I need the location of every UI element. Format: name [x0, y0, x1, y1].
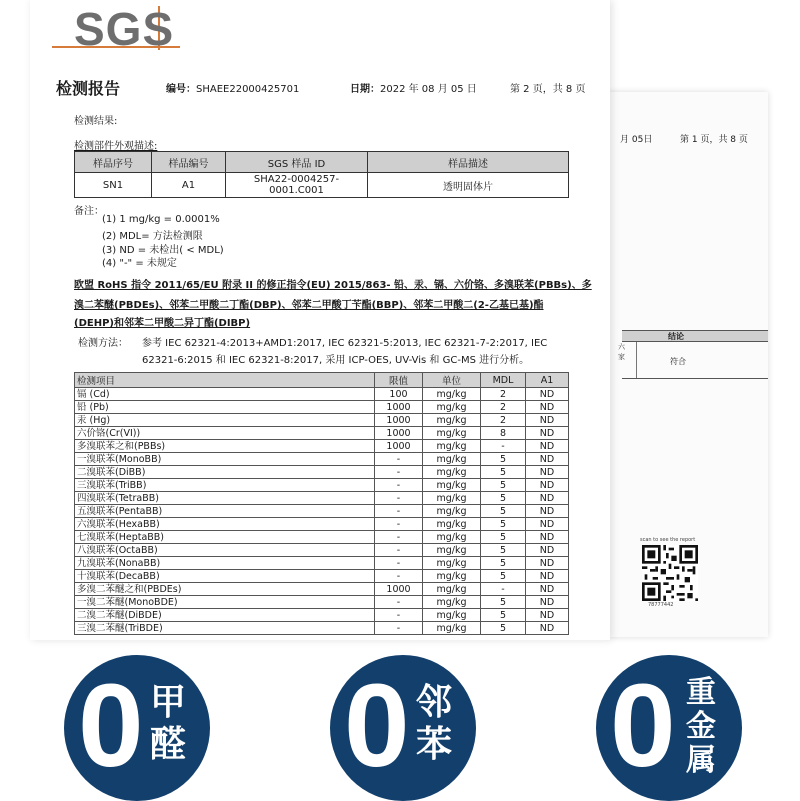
results-cell: mg/kg — [423, 466, 481, 479]
results-cell: 8 — [481, 427, 526, 440]
qr-code-icon — [642, 545, 698, 601]
results-header-cell: 单位 — [423, 373, 481, 388]
results-cell: ND — [526, 531, 569, 544]
results-cell: - — [375, 544, 423, 557]
results-cell: mg/kg — [423, 622, 481, 635]
results-row — [75, 596, 569, 609]
results-cell: 5 — [481, 518, 526, 531]
results-cell: ND — [526, 505, 569, 518]
results-row — [75, 466, 569, 479]
badge-number: 0 — [344, 660, 410, 792]
results-cell: mg/kg — [423, 544, 481, 557]
results-row — [75, 557, 569, 570]
badge-formaldehyde — [64, 655, 210, 801]
results-row — [75, 414, 569, 427]
results-cell: ND — [526, 622, 569, 635]
badge-number: 0 — [78, 660, 144, 792]
results-cell: mg/kg — [423, 440, 481, 453]
results-label: 检测结果: — [74, 116, 118, 127]
conclusion-left-fragment: 六 家 — [618, 342, 637, 378]
method-text: 62321-6:2015 和 IEC 62321-8:2017, 采用 ICP-OES, UV-Vis 和 GC-MS 进行分析。 — [142, 355, 530, 366]
results-cell: 5 — [481, 505, 526, 518]
results-cell: - — [375, 479, 423, 492]
back-page-number: 第 1 页，共 8 页 — [680, 135, 748, 145]
badge-phthalates — [330, 655, 476, 801]
sample-row — [75, 173, 569, 198]
results-cell: - — [481, 440, 526, 453]
back-report-page — [608, 92, 768, 637]
sample-cell: A1 — [152, 173, 226, 198]
badge-number: 0 — [610, 660, 676, 792]
conclusion-header-label: 结论 — [668, 332, 684, 341]
sgs-logo: SGS — [74, 3, 175, 55]
method-text: 参考 IEC 62321-4:2013+AMD1:2017, IEC 62321-5:2013, IEC 62321-7-2:2017, IEC — [142, 338, 548, 349]
note-item: (3) ND = 未检出( < MDL) — [102, 245, 224, 256]
results-row — [75, 518, 569, 531]
results-cell: 1000 — [375, 440, 423, 453]
badge-heavy-metals — [596, 655, 742, 801]
results-cell: mg/kg — [423, 557, 481, 570]
results-row — [75, 622, 569, 635]
results-cell: - — [481, 583, 526, 596]
results-cell: ND — [526, 570, 569, 583]
results-cell: - — [375, 492, 423, 505]
results-row — [75, 388, 569, 401]
results-cell: mg/kg — [423, 596, 481, 609]
results-cell: mg/kg — [423, 492, 481, 505]
results-cell: ND — [526, 492, 569, 505]
results-cell: mg/kg — [423, 427, 481, 440]
results-cell: - — [375, 596, 423, 609]
results-cell: - — [375, 557, 423, 570]
results-row — [75, 492, 569, 505]
results-header-cell: 限值 — [375, 373, 423, 388]
results-cell: 二溴二苯醚(DiBDE) — [75, 609, 375, 622]
note-item: (2) MDL= 方法检测限 — [102, 231, 203, 242]
results-row — [75, 544, 569, 557]
qr-id: 78777442 — [648, 602, 674, 608]
results-cell: 2 — [481, 414, 526, 427]
results-cell: ND — [526, 609, 569, 622]
results-cell: ND — [526, 427, 569, 440]
results-cell: ND — [526, 596, 569, 609]
results-row — [75, 505, 569, 518]
rohs-title-line: (DEHP)和邻苯二甲酸二异丁酯(DIBP) — [74, 318, 251, 329]
results-cell: ND — [526, 544, 569, 557]
results-header-cell: A1 — [526, 373, 569, 388]
results-cell: 一溴二苯醚(MonoBDE) — [75, 596, 375, 609]
results-cell: 六溴联苯(HexaBB) — [75, 518, 375, 531]
results-table — [74, 372, 569, 635]
results-cell: 100 — [375, 388, 423, 401]
sample-cell: SHA22-0004257-0001.C001 — [226, 173, 368, 198]
results-cell: 5 — [481, 596, 526, 609]
results-cell: ND — [526, 518, 569, 531]
results-row — [75, 453, 569, 466]
results-cell: 2 — [481, 388, 526, 401]
results-cell: 一溴联苯(MonoBB) — [75, 453, 375, 466]
results-cell: 二溴联苯(DiBB) — [75, 466, 375, 479]
results-cell: ND — [526, 453, 569, 466]
report-date-value: 2022 年 08 月 05 日 — [380, 84, 477, 95]
results-cell: 镉 (Cd) — [75, 388, 375, 401]
results-row — [75, 570, 569, 583]
report-page-number: 第 2 页，共 8 页 — [510, 84, 586, 95]
results-cell: 三溴二苯醚(TriBDE) — [75, 622, 375, 635]
results-cell: 汞 (Hg) — [75, 414, 375, 427]
rohs-title-line: 欧盟 RoHS 指令 2011/65/EU 附录 II 的修正指令(EU) 2015/863- 铅、汞、镉、六价铬、多溴联苯(PBBs)、多 — [74, 280, 592, 291]
notes-label: 备注： — [74, 206, 104, 217]
results-row — [75, 479, 569, 492]
results-cell: mg/kg — [423, 531, 481, 544]
note-item: (4) "-" = 未规定 — [102, 258, 177, 269]
conclusion-value: 符合 — [670, 357, 686, 366]
results-cell: mg/kg — [423, 505, 481, 518]
sample-header-cell: 样品描述 — [368, 152, 569, 173]
results-cell: 5 — [481, 622, 526, 635]
results-cell: 5 — [481, 531, 526, 544]
results-cell: 5 — [481, 570, 526, 583]
results-cell: mg/kg — [423, 609, 481, 622]
results-cell: ND — [526, 440, 569, 453]
results-cell: - — [375, 518, 423, 531]
report-title: 检测报告 — [56, 79, 121, 98]
results-cell: 五溴联苯(PentaBB) — [75, 505, 375, 518]
badge-char: 金 — [686, 709, 716, 744]
results-row — [75, 427, 569, 440]
results-cell: 5 — [481, 609, 526, 622]
results-cell: 八溴联苯(OctaBB) — [75, 544, 375, 557]
report-date — [350, 80, 477, 95]
results-cell: ND — [526, 583, 569, 596]
results-cell: 七溴联苯(HeptaBB) — [75, 531, 375, 544]
part-description-label: 检测部件外观描述: — [74, 141, 158, 152]
results-cell: ND — [526, 479, 569, 492]
front-report-page — [30, 0, 610, 640]
sample-header-cell: SGS 样品 ID — [226, 152, 368, 173]
back-page-date: 月 05日 — [620, 135, 653, 145]
results-cell: 1000 — [375, 414, 423, 427]
conclusion-row — [618, 342, 768, 379]
results-cell: ND — [526, 557, 569, 570]
results-cell: 5 — [481, 492, 526, 505]
badge-char: 属 — [686, 743, 716, 778]
results-cell: mg/kg — [423, 479, 481, 492]
results-row — [75, 440, 569, 453]
results-cell: - — [375, 570, 423, 583]
results-cell: 多溴联苯之和(PBBs) — [75, 440, 375, 453]
results-cell: mg/kg — [423, 570, 481, 583]
results-cell: - — [375, 609, 423, 622]
sample-header-cell: 样品编号 — [152, 152, 226, 173]
results-cell: 1000 — [375, 583, 423, 596]
badge-char: 苯 — [416, 724, 453, 765]
results-cell: 1000 — [375, 427, 423, 440]
results-cell: - — [375, 505, 423, 518]
sample-header-cell: 样品序号 — [75, 152, 152, 173]
results-cell: - — [375, 453, 423, 466]
results-cell: 铅 (Pb) — [75, 401, 375, 414]
results-cell: - — [375, 466, 423, 479]
results-cell: - — [375, 531, 423, 544]
badge-char: 重 — [686, 675, 716, 710]
results-cell: 5 — [481, 544, 526, 557]
results-cell: 5 — [481, 453, 526, 466]
results-cell: ND — [526, 401, 569, 414]
report-number-label: 编号： — [166, 84, 196, 95]
conclusion-header — [622, 330, 768, 342]
results-row — [75, 583, 569, 596]
results-row — [75, 401, 569, 414]
results-header-cell: 检测项目 — [75, 373, 375, 388]
results-cell: mg/kg — [423, 414, 481, 427]
method-label: 检测方法： — [78, 338, 128, 349]
badge-char: 醛 — [150, 724, 187, 765]
results-cell: mg/kg — [423, 388, 481, 401]
results-cell: 十溴联苯(DecaBB) — [75, 570, 375, 583]
results-cell: 九溴联苯(NonaBB) — [75, 557, 375, 570]
results-cell: mg/kg — [423, 453, 481, 466]
results-cell: 5 — [481, 466, 526, 479]
report-date-label: 日期： — [350, 84, 380, 95]
results-cell: mg/kg — [423, 583, 481, 596]
report-number — [166, 80, 299, 95]
results-cell: 四溴联苯(TetraBB) — [75, 492, 375, 505]
results-cell: 1000 — [375, 401, 423, 414]
results-cell: 多溴二苯醚之和(PBDEs) — [75, 583, 375, 596]
results-row — [75, 609, 569, 622]
sample-table — [74, 151, 569, 198]
results-table-body — [75, 388, 569, 635]
results-cell: 六价铬(Cr(VI)) — [75, 427, 375, 440]
sample-cell: 透明固体片 — [368, 173, 569, 198]
results-cell: ND — [526, 388, 569, 401]
sample-cell: SN1 — [75, 173, 152, 198]
badge-char: 甲 — [150, 682, 187, 723]
qr-caption: scan to see the report — [640, 537, 696, 543]
results-cell: 5 — [481, 557, 526, 570]
badge-char: 邻 — [416, 682, 453, 723]
results-cell: ND — [526, 414, 569, 427]
results-cell: - — [375, 622, 423, 635]
results-cell: mg/kg — [423, 518, 481, 531]
rohs-title-line: 溴二苯醚(PBDEs)、邻苯二甲酸二丁酯(DBP)、邻苯二甲酸丁苄酯(BBP)、邻苯二甲酸二(2-乙基已基)酯 — [74, 300, 544, 311]
report-number-value: SHAEE22000425701 — [196, 84, 300, 95]
results-header-cell: MDL — [481, 373, 526, 388]
note-item: (1) 1 mg/kg = 0.0001% — [102, 214, 220, 225]
results-row — [75, 531, 569, 544]
results-cell: ND — [526, 466, 569, 479]
results-cell: mg/kg — [423, 401, 481, 414]
results-cell: 三溴联苯(TriBB) — [75, 479, 375, 492]
results-cell: 2 — [481, 401, 526, 414]
results-cell: 5 — [481, 479, 526, 492]
